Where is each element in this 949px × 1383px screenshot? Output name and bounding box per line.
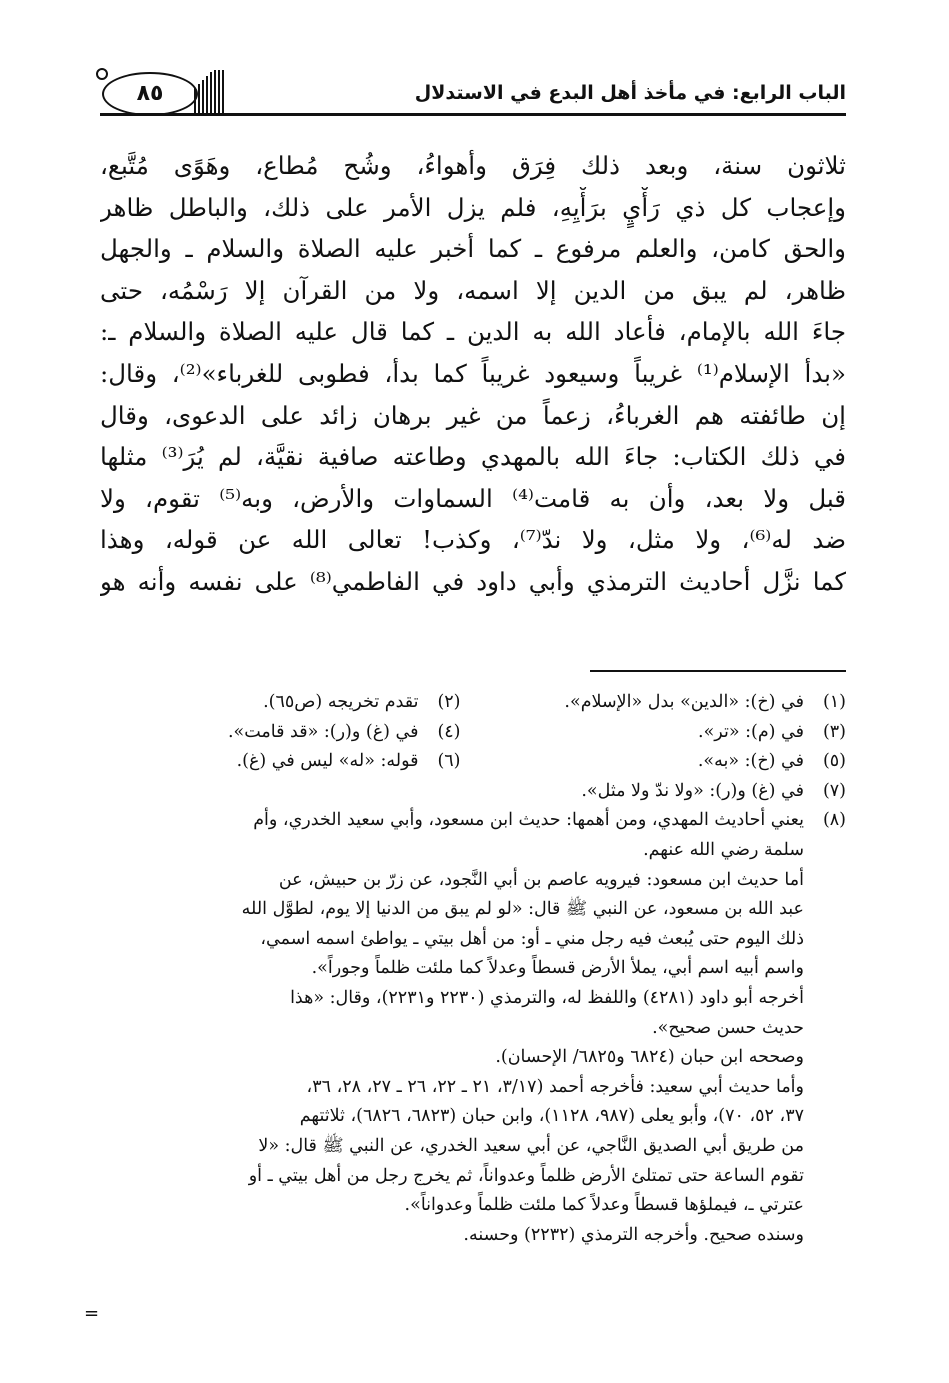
ornament-dot-icon [96,68,108,80]
text-line: ضد له⁽⁶⁾، ولا مثل، ولا ندّ⁽⁷⁾، وكذب! تعالى الله عن قوله، وهذا [100,525,846,555]
footnote-text: يعني أحاديث المهدي، ومن أهمها: حديث ابن مسعود، وأبي سعيد الخدري، وأم [253,810,804,831]
footnote-8-body [85,836,846,1250]
footnote-line: ٣٧، ٥٢، ٧٠)، وأبو يعلى (٩٨٧، ١١٢٨)، وابن حبان (٦٨٢٣، ٦٨٢٦)، ثلاثتهم [299,1106,804,1127]
footnote [85,747,461,777]
footnote-line: وسنده صحيح. وأخرجه الترمذي (٢٢٣٢) وحسنه. [463,1224,804,1245]
footnote-line: أما حديث ابن مسعود: فيرويه عاصم بن أبي النَّجود، عن زرّ بن حبيش، عن [278,869,804,890]
footnote-text: في (غ) و(ر): «قد قامت». [227,721,419,742]
footnotes-grid [85,688,846,777]
footnote [471,747,847,777]
footnote [471,688,847,718]
text-line: كما نزَّل أحاديث الترمذي وأبي داود في الفاطمي⁽⁸⁾ على نفسه وأنه هو [100,566,846,596]
footnote-line: وصححه ابن حبان (٦٨٢٤ و٦٨٢٥/ الإحسان). [495,1047,804,1068]
footnote [85,688,461,718]
footnote-line: وأما حديث أبي سعيد: فأخرجه أحمد (٣/١٧، ٢١ ـ ٢٢، ٢٦ ـ ٢٧، ٢٨، ٣٦، [306,1076,804,1097]
page-number: ٨٥ [136,81,164,106]
footnote [471,718,847,748]
footnote-8 [85,806,846,836]
footnote-text: قوله: «له» ليس في (غ). [236,751,419,772]
footnote-line: حديث حسن صحيح». [652,1017,804,1038]
footnote-number: (٦) [437,751,461,772]
footnote-line: عبد الله بن مسعود، عن النبي ﷺ قال: «لو لم يبق من الدنيا إلا يوم، لطوَّل الله [241,899,804,920]
footnote-number: (٨) [822,810,846,831]
footnote-text: في (خ): «به». [697,751,804,772]
footnote-line: ذلك اليوم حتى يُبعث فيه رجل مني ـ أو: من أهل بيتي ـ يواطئ اسمه اسمي، [260,928,804,949]
footnote-number: (٥) [822,751,846,772]
footnote-line: من طريق أبي الصديق النَّاجي، عن أبي سعيد الخدري، عن النبي ﷺ قال: «لا [258,1135,804,1156]
footnotes [85,688,846,1250]
text-line: جاءَ الله بالإمام، فأعاد الله به الدين ـ كما قال عليه الصلاة والسلام ـ: [100,317,846,347]
footnote-text: تقدم تخريجه (ص٦٥). [263,692,419,712]
footnote-number: (٤) [437,721,461,742]
footnote-text: في (خ): «الدين» بدل «الإسلام». [564,692,804,712]
text-line: في ذلك الكتاب: جاءَ الله بالمهدي وطاعته صافية نقيَّة، لم يُرَ⁽³⁾ مثلها [100,442,846,472]
page-number-badge [102,72,198,116]
footnote [85,718,461,748]
continuation-mark: = [84,1303,100,1324]
text-line: والحق كامن، والعلم مرفوع ـ كما أخبر عليه الصلاة والسلام ـ والجهل [100,234,846,264]
footnote-7 [85,777,846,807]
text-line: ثلاثون سنة، وبعد ذلك فِرَق وأهواءُ، وشُح مُطاع، وهَوًى مُتَّبع، [100,151,846,180]
footnote-separator [590,670,846,672]
text-line: إن طائفته هم الغرباءُ، زعماً من غير برهان زائد على الدعوى، وقال [100,400,846,430]
footnote-line: تقوم الساعة حتى تمتلئ الأرض ظلماً وعدواناً، ثم يخرج رجل من أهل بيتي ـ أو [248,1165,804,1186]
text-line: قبل ولا بعد، وأن به قامت⁽⁴⁾ السماوات والأرض، وبه⁽⁵⁾ تقوم، ولا [100,483,846,513]
footnote-line: سلمة رضي الله عنهم. [643,839,804,860]
footnote-text: في (م): «تر». [698,721,804,742]
footnote-number: (٣) [822,721,846,742]
main-text [100,145,846,603]
chapter-title: الباب الرابع: في مأخذ أهل البدع في الاستدلال [414,82,846,104]
footnote-line: عترتي ـ، فيملؤها قسطاً وعدلاً كما ملئت ظلماً وعدواناً». [404,1195,804,1216]
footnote-line: أخرجه أبو داود (٤٢٨١) واللفظ له، والترمذي (٢٢٣٠ و٢٢٣١)، وقال: «هذا [290,987,804,1008]
footnote-text: في (غ) و(ر): «ولا ندّ ولا مثل». [581,780,804,801]
header-rule [100,113,846,116]
footnote-number: (٧) [822,780,846,801]
text-line: «بدأ الإسلام⁽¹⁾ غريباً وسيعود غريباً كما بدأ، فطوبى للغرباء»⁽²⁾، وقال: [100,358,846,388]
footnote-number: (١) [822,692,846,712]
footnote-line: واسم أبيه اسم أبي، يملأ الأرض قسطاً وعدلاً كما ملئت ظلماً وجوراً». [311,958,804,979]
text-line: ظاهر، لم يبق من الدين إلا اسمه، ولا من القرآن إلا رَسْمُه، حتى [100,275,846,305]
page-header [100,64,846,116]
text-line: وإعجاب كل ذي رَأْيٍ برَأْيِهِ، فلم يزل الأمر على ذلك، والباطل ظاهر [100,192,846,222]
footnote-number: (٢) [437,692,461,712]
header-ornament-bars [194,70,294,114]
